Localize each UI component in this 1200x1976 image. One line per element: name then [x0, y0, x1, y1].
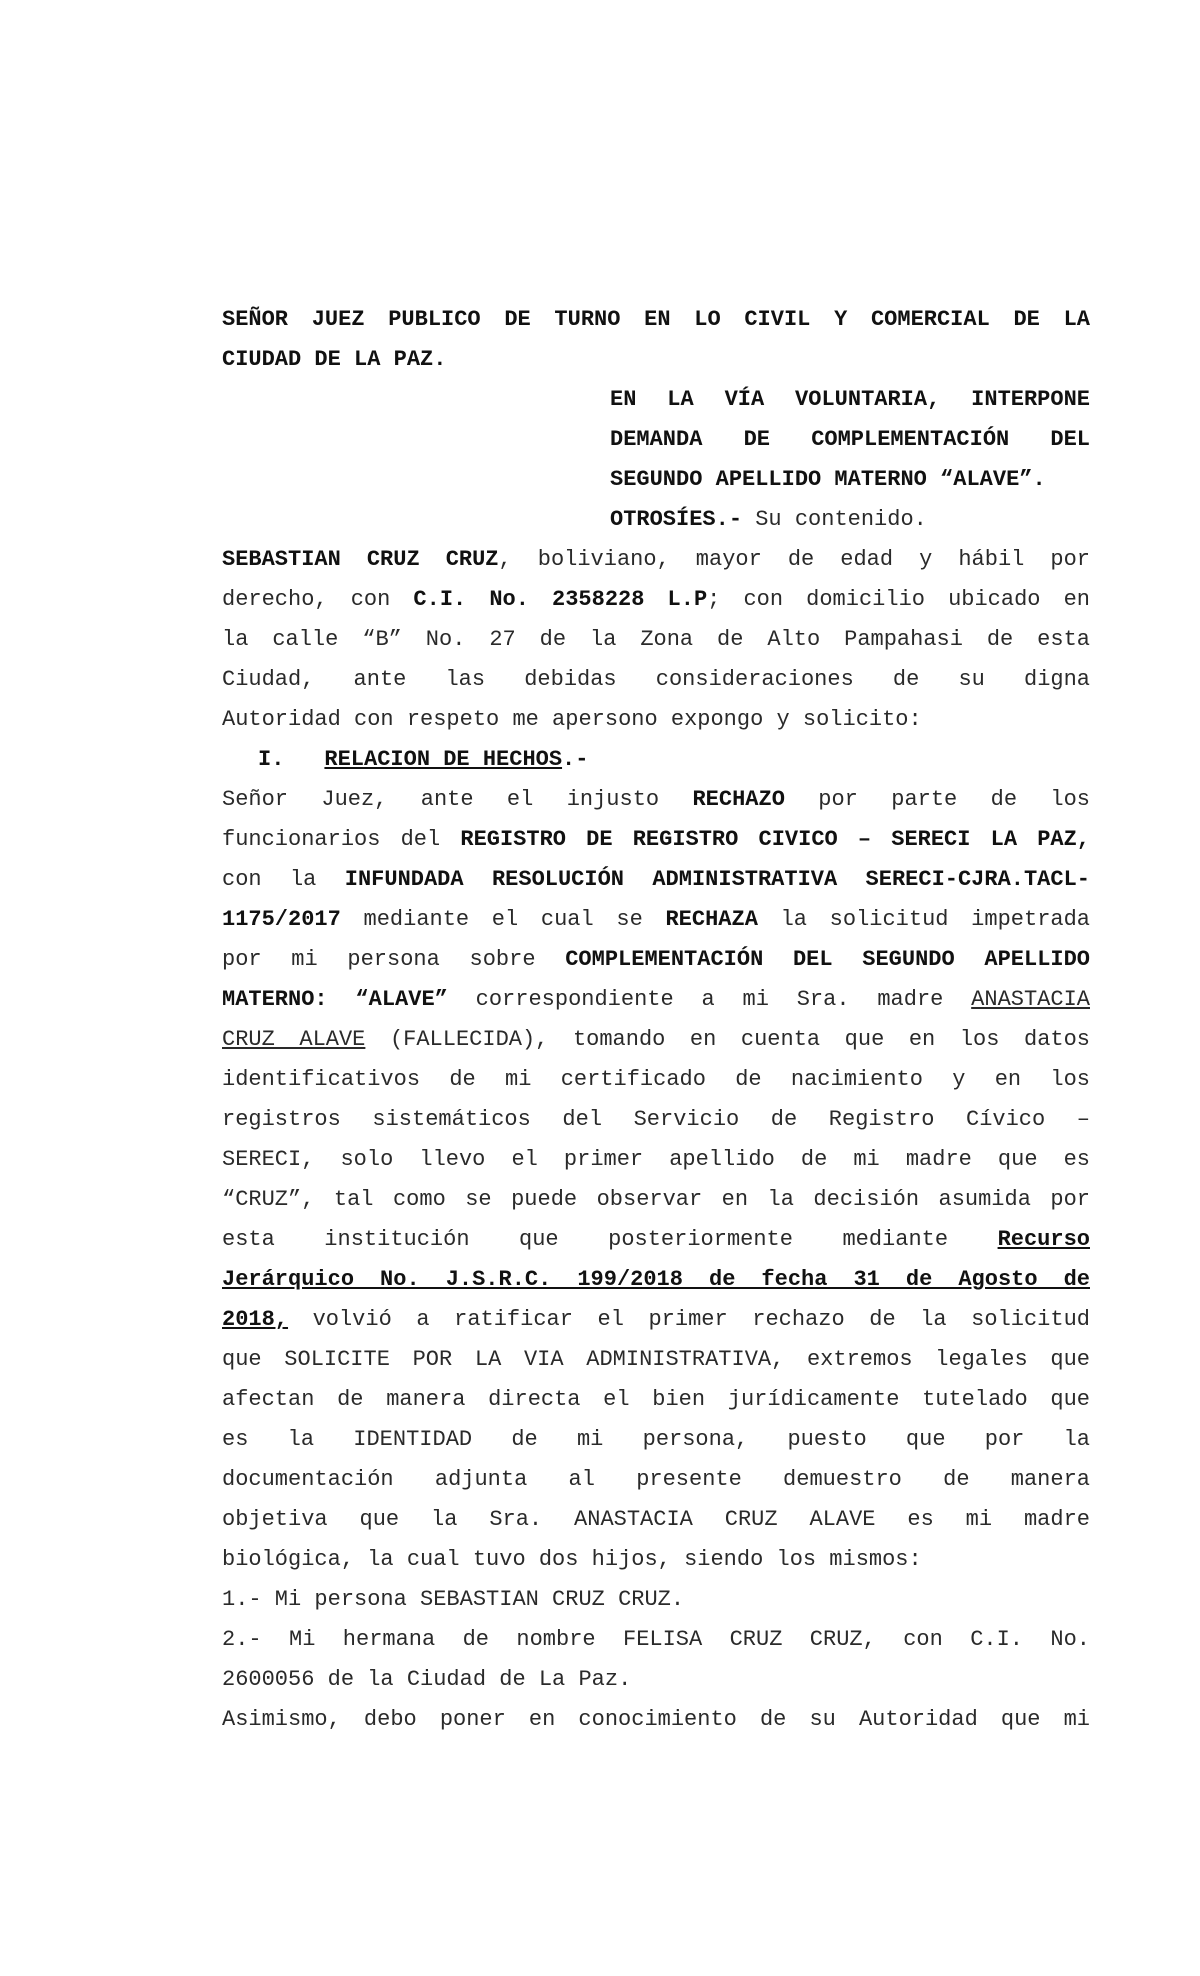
suma-line-2: DEMANDA DE COMPLEMENTACIÓN DEL: [610, 427, 1091, 452]
intro-line-2: derecho, con C.I. No. 2358228 L.P; con domicilio ubicado en: [222, 587, 1090, 612]
body-line-12: esta institución que posteriormente mediante Recurso: [222, 1227, 1090, 1252]
body-line-9: registros sistemáticos del Servicio de Registro Cívico –: [222, 1107, 1090, 1132]
addressee-line-2: CIUDAD DE LA PAZ.: [222, 347, 447, 372]
body-line-11: “CRUZ”, tal como se puede observar en la decisión asumida por: [222, 1187, 1090, 1212]
body-line-2: funcionarios del REGISTRO DE REGISTRO CIVICO – SERECI LA PAZ,: [222, 827, 1091, 852]
body-line-23: 2600056 de la Ciudad de La Paz.: [222, 1667, 632, 1692]
body-line-24: Asimismo, debo poner en conocimiento de su Autoridad que mi: [222, 1707, 1090, 1732]
body-line-8: identificativos de mi certificado de nacimiento y en los: [222, 1067, 1090, 1092]
body-line-10: SERECI, solo llevo el primer apellido de mi madre que es: [222, 1147, 1090, 1172]
suma-block: [610, 380, 1090, 540]
intro-line-1: SEBASTIAN CRUZ CRUZ, boliviano, mayor de edad y hábil por: [222, 547, 1091, 572]
body-line-14: 2018, volvió a ratificar el primer rechazo de la solicitud: [222, 1307, 1090, 1332]
suma-line-3: SEGUNDO APELLIDO MATERNO “ALAVE”.: [610, 467, 1046, 492]
suma-line-1: EN LA VÍA VOLUNTARIA, INTERPONE: [610, 387, 1090, 412]
intro-line-5: Autoridad con respeto me apersono expongo y solicito:: [222, 707, 922, 732]
body-line-16: afectan de manera directa el bien jurídicamente tutelado que: [222, 1387, 1090, 1412]
addressee-line-1: SEÑOR JUEZ PUBLICO DE TURNO EN LO CIVIL Y COMERCIAL DE LA: [222, 307, 1090, 332]
body-line-6: MATERNO: “ALAVE” correspondiente a mi Sra. madre ANASTACIA: [222, 987, 1090, 1012]
legal-document: [222, 300, 1090, 1740]
body-line-7: CRUZ ALAVE (FALLECIDA), tomando en cuenta que en los datos: [222, 1027, 1090, 1052]
body-line-1: Señor Juez, ante el injusto RECHAZO por parte de los: [222, 787, 1090, 812]
body-line-21: 1.- Mi persona SEBASTIAN CRUZ CRUZ.: [222, 1587, 685, 1612]
body-line-5: por mi persona sobre COMPLEMENTACIÓN DEL SEGUNDO APELLIDO: [222, 947, 1090, 972]
body-line-18: documentación adjunta al presente demuestro de manera: [222, 1467, 1090, 1492]
body-line-17: es la IDENTIDAD de mi persona, puesto que por la: [222, 1427, 1090, 1452]
intro-line-4: Ciudad, ante las debidas consideraciones de su digna: [222, 667, 1090, 692]
body-line-19: objetiva que la Sra. ANASTACIA CRUZ ALAVE es mi madre: [222, 1507, 1090, 1532]
body-line-20: biológica, la cual tuvo dos hijos, siendo los mismos:: [222, 1547, 922, 1572]
body-line-13: Jerárquico No. J.S.R.C. 199/2018 de fecha 31 de Agosto de: [222, 1267, 1090, 1292]
body-line-3: con la INFUNDADA RESOLUCIÓN ADMINISTRATIVA SERECI-CJRA.TACL-: [222, 867, 1090, 892]
suma-line-4: OTROSÍES.- Su contenido.: [610, 507, 927, 532]
intro-line-3: la calle “B” No. 27 de la Zona de Alto Pampahasi de esta: [222, 627, 1090, 652]
body-line-15: que SOLICITE POR LA VIA ADMINISTRATIVA, extremos legales que: [222, 1347, 1090, 1372]
body-line-22: 2.- Mi hermana de nombre FELISA CRUZ CRUZ, con C.I. No.: [222, 1627, 1090, 1652]
body-line-4: 1175/2017 mediante el cual se RECHAZA la solicitud impetrada: [222, 907, 1090, 932]
section-heading: I. RELACION DE HECHOS.-: [258, 747, 589, 772]
